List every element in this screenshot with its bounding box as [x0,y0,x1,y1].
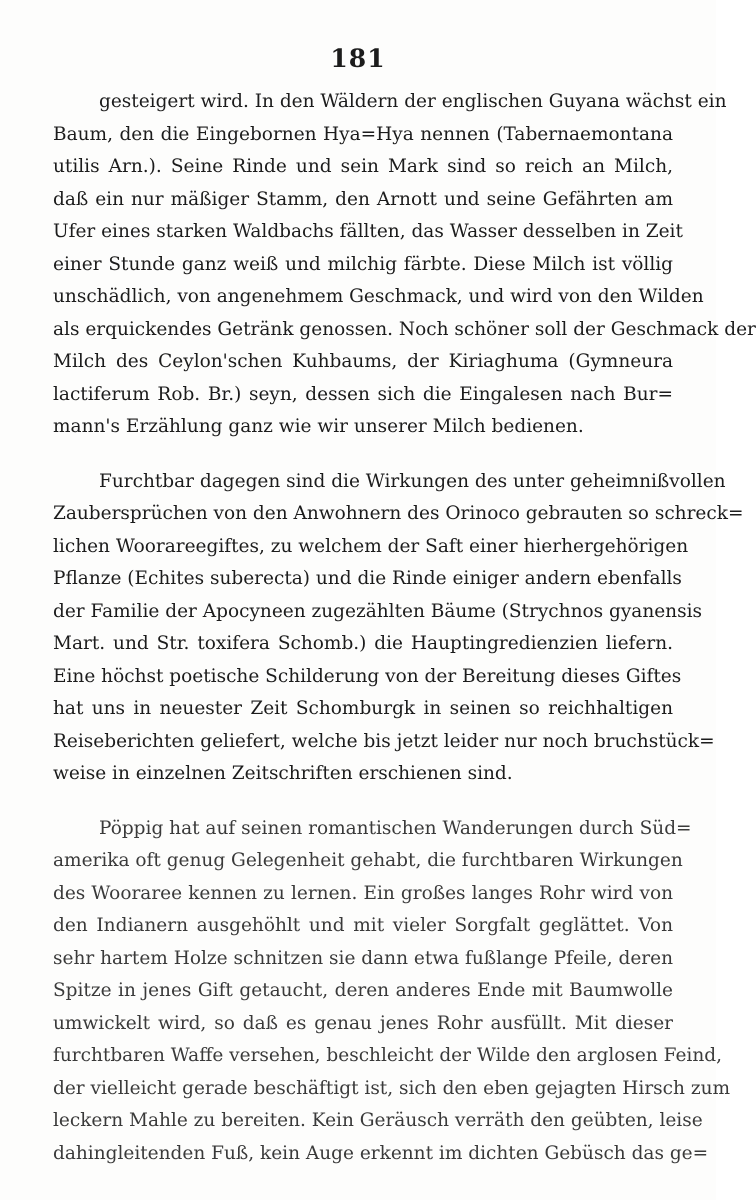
text-line: hat uns in neuester Zeit Schomburgk in seinen so reichhaltigen [53,698,673,719]
text-line: Spitze in jenes Gift getaucht, deren anderes Ende mit Baumwolle [53,980,673,1001]
text-line: leckern Mahle zu bereiten. Kein Geräusch verräth den geübten, leise [53,1110,703,1131]
text-line: sehr hartem Holze schnitzen sie dann etwa fußlange Pfeile, deren [53,947,673,969]
body-text [53,86,756,1170]
text-line: lactiferum Rob. Br.) seyn, dessen sich die Eingalesen nach Bur= [53,383,673,405]
text-line: Pflanze (Echites suberecta) und die Rinde einiger andern ebenfalls [53,568,682,589]
text-line: Baum, den die Eingebornen Hya=Hya nennen (Tabernaemontana [53,123,673,145]
text-line: gesteigert wird. In den Wäldern der englischen Guyana wächst ein [99,91,727,112]
text-line: lichen Woorareegiftes, zu welchem der Saft einer hierhergehörigen [53,535,689,557]
text-line: den Indianern ausgehöhlt und mit vieler Sorgfalt geglättet. Von [53,915,673,936]
paragraph-3 [53,813,731,1171]
page-number: 181 [330,44,386,73]
text-line: als erquickendes Getränk genossen. Noch schöner soll der Geschmack der [53,318,756,340]
paragraph-1 [53,86,756,444]
text-line: der vielleicht gerade beschäftigt ist, sich den eben gejagten Hirsch zum [53,1077,731,1099]
text-line: mann's Erzählung ganz wie wir unserer Milch bedienen. [53,416,584,437]
text-line: dahingleitenden Fuß, kein Auge erkennt im dichten Gebüsch das ge= [53,1142,709,1164]
text-line: Milch des Ceylon'schen Kuhbaums, der Kiriaghuma (Gymneura [53,351,673,372]
text-line: weise in einzelnen Zeitschriften erschienen sind. [53,763,513,784]
text-line: Pöppig hat auf seinen romantischen Wanderungen durch Süd= [99,817,692,839]
text-line: Zaubersprüchen von den Anwohnern des Orinoco gebrauten so schreck= [53,503,744,524]
text-line: unschädlich, von angenehmem Geschmack, und wird von den Wilden [53,286,704,307]
text-line: des Woorarее kennen zu lernen. Ein großes langes Rohr wird von [53,882,673,904]
text-line: Eine höchst poetische Schilderung von der Bereitung dieses Giftes [53,665,682,687]
text-line: Furchtbar dagegen sind die Wirkungen des unter geheimnißvollen [99,470,726,492]
text-line: einer Stunde ganz weiß und milchig färbte. Diese Milch ist völlig [53,253,673,275]
text-line: Reiseberichten geliefert, welche bis jetzt leider nur noch bruchstück= [53,730,715,752]
text-line: Mart. und Str. toxifera Schomb.) die Hauptingredienzien liefern. [53,633,673,654]
text-line: der Familie der Apocyneen zugezählten Bäume (Strychnos gyanensis [53,600,702,622]
text-line: utilis Arn.). Seine Rinde und sein Mark sind so reich an Milch, [53,156,673,177]
text-line: furchtbaren Waffe versehen, beschleicht der Wilde den arglosen Feind, [53,1045,722,1066]
text-line: daß ein nur mäßiger Stamm, den Arnott und seine Gefährten am [53,188,673,210]
paragraph-2 [53,466,744,791]
text-line: umwickelt wird, so daß es genau jenes Rohr ausfüllt. Mit dieser [53,1012,673,1034]
text-line: Ufer eines starken Waldbachs fällten, das Wasser desselben in Zeit [53,221,683,242]
text-line: amerika oft genug Gelegenheit gehabt, die furchtbaren Wirkungen [53,850,683,871]
